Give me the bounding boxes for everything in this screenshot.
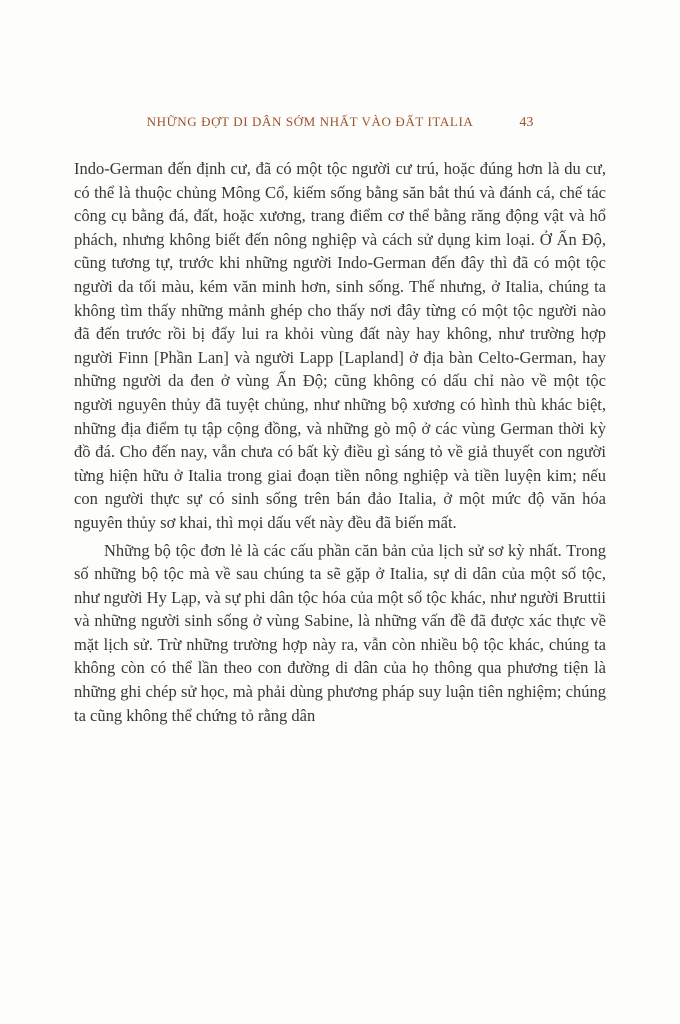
page-body bbox=[74, 157, 606, 727]
page-header bbox=[74, 114, 606, 131]
running-title: NHỮNG ĐỢT DI DÂN SỚM NHẤT VÀO ĐẤT ITALIA bbox=[146, 114, 474, 129]
paragraph: Indo-German đến định cư, đã có một tộc người cư trú, hoặc đúng hơn là du cư, có thể là thuộc chủng Mông Cổ, kiếm sống bằng săn bắt thú và đánh cá, chế tác công cụ bằng đá, đất, hoặc xương, trang điểm cơ thể bằng răng động vật và hổ phách, nhưng không biết đến nông nghiệp và cách sử dụng kim loại. Ở Ấn Độ, cũng tương tự, trước khi những người Indo-German đến đây thì đã có một tộc người da tối màu, kém văn minh hơn, sinh sống. Thế nhưng, ở Italia, chúng ta không tìm thấy những mảnh ghép cho thấy nơi đây từng có một tộc người nào đã đến trước rồi bị đẩy lui ra khỏi vùng đất này hay không, như trường hợp người Finn [Phần Lan] và người Lapp [Lapland] ở địa bàn Celto-German, hay những người da đen ở vùng Ấn Độ; cũng không có dấu chỉ nào về một tộc người nguyên thủy đã tuyệt chủng, như những bộ xương có hình thù khác biệt, những địa điểm tụ tập cộng đồng, và những gò mộ ở các vùng German thời kỳ đồ đá. Cho đến nay, vẫn chưa có bất kỳ điều gì sáng tỏ về giả thuyết con người từng hiện hữu ở Italia trong giai đoạn tiền nông nghiệp và tiền luyện kim; nếu con người thực sự có sinh sống trên bán đảo Italia, ở một mức độ văn hóa nguyên thủy sơ khai, thì mọi dấu vết này đều đã biến mất. bbox=[74, 159, 606, 532]
page-number: 43 bbox=[519, 115, 534, 130]
paragraph: Những bộ tộc đơn lẻ là các cấu phần căn bản của lịch sử sơ kỳ nhất. Trong số những bộ tộc mà về sau chúng ta sẽ gặp ở Italia, sự di dân của một số tộc, như người Hy Lạp, và sự phi dân tộc hóa của một số tộc khác, như người Bruttii và những người sinh sống ở vùng Sabine, là những vấn đề đã được xác thực về mặt lịch sử. Trừ những trường hợp này ra, vẫn còn nhiều bộ tộc khác, chúng ta không còn có thể lần theo con đường di dân của họ thông qua phương tiện là những ghi chép sử học, mà phải dùng phương pháp suy luận tiên nghiệm; chúng ta cũng không thể chứng tỏ rằng dân bbox=[74, 540, 606, 725]
